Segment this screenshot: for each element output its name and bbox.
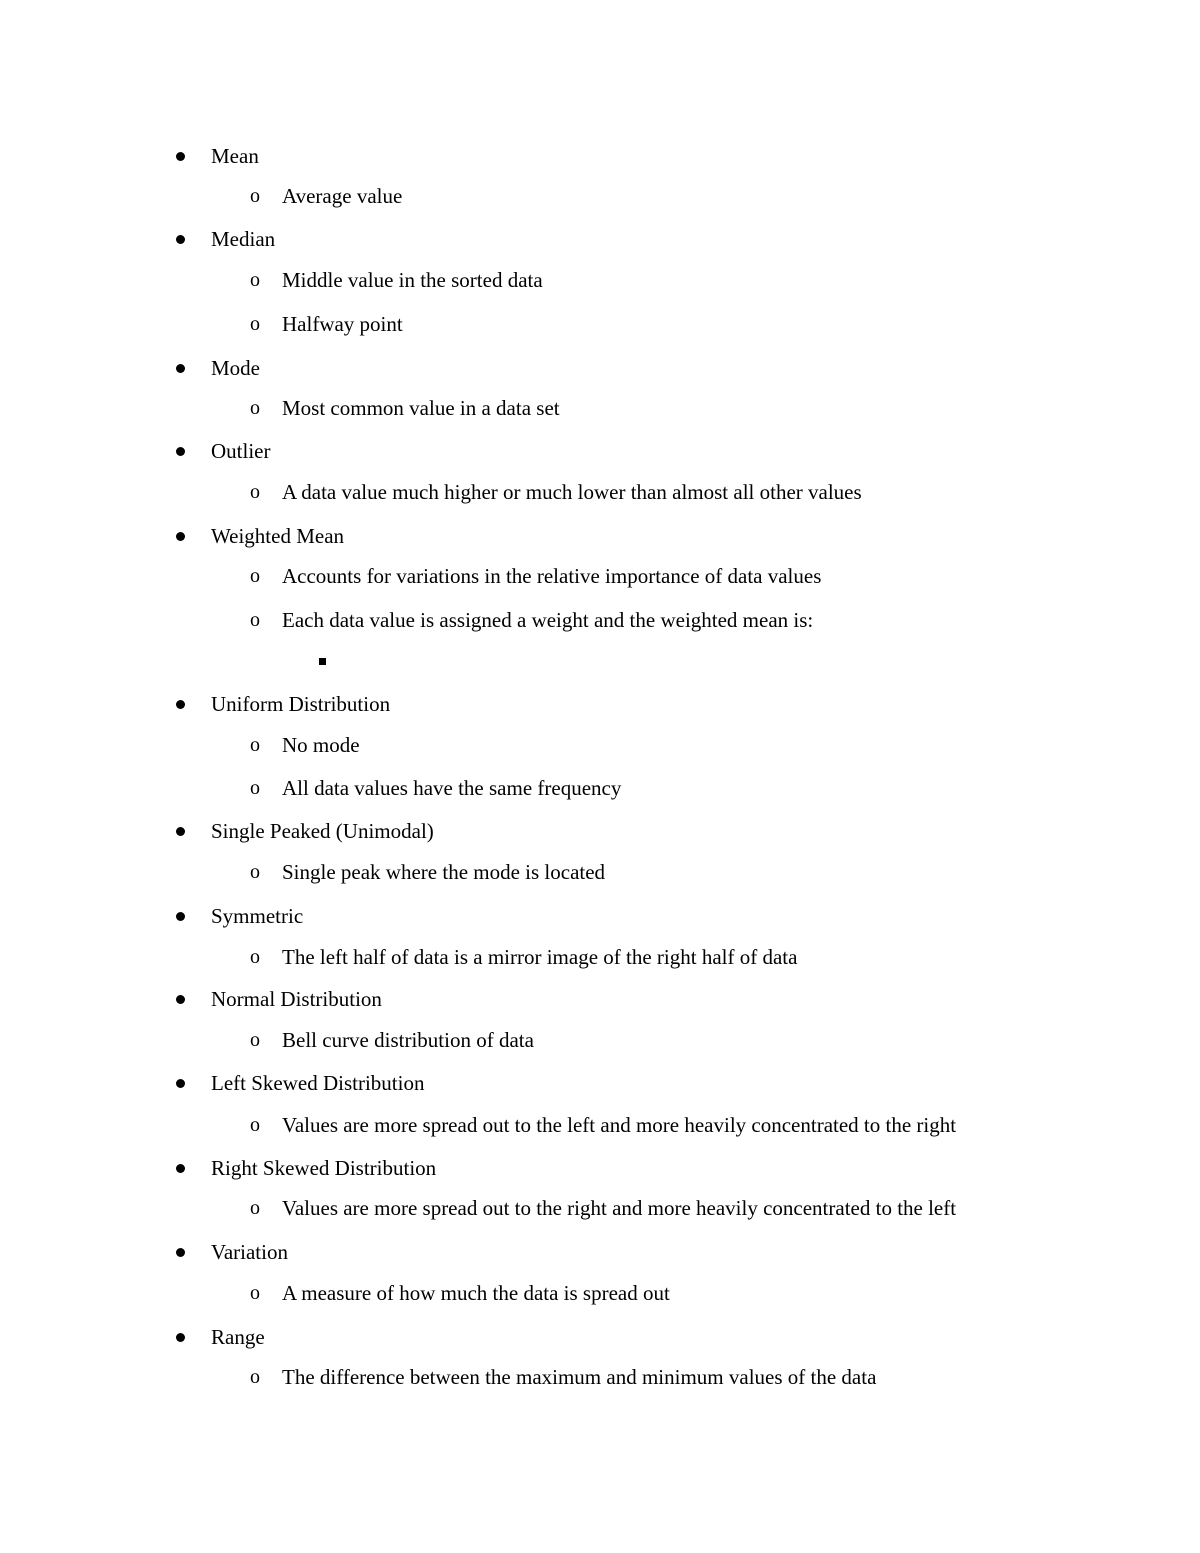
bullet-disc-icon [174,689,188,719]
bullet-circle-icon: o [250,861,260,883]
bullet-circle-icon: o [250,397,260,419]
sub-list-item [0,393,1200,423]
sub-list-item [0,1193,1200,1223]
bullet-disc-icon [174,141,188,171]
definition-text: Each data value is assigned a weight and the weighted mean is: [282,608,814,632]
term-label: Mean [211,144,259,168]
bullet-disc-icon [174,436,188,466]
definition-text: Bell curve distribution of data [282,1028,534,1052]
bullet-disc-icon [174,1153,188,1183]
definition-text: All data values have the same frequency [282,776,622,800]
sub-list-item [0,605,1200,635]
bullet-disc-icon [174,353,188,383]
bullet-circle-icon: o [250,734,260,756]
sub-list-item [0,1362,1200,1392]
bullet-circle-icon: o [250,565,260,587]
list-item [0,1322,1200,1352]
bullet-circle-icon: o [250,946,260,968]
definition-text: Average value [282,184,403,208]
term-label: Left Skewed Distribution [211,1071,425,1095]
definition-text: Values are more spread out to the right and more heavily concentrated to the left [282,1196,957,1220]
list-item [0,224,1200,254]
term-label: Outlier [211,439,271,463]
sub-list-item [0,1025,1200,1055]
bullet-disc-icon [174,224,188,254]
sub-list-item [0,1110,1200,1140]
bullet-circle-icon: o [250,481,260,503]
sub-list-item [0,942,1200,972]
bullet-circle-icon: o [250,609,260,631]
list-item [0,436,1200,466]
term-label: Single Peaked (Unimodal) [211,819,434,843]
list-item [0,984,1200,1014]
sub-list-item [0,265,1200,295]
sub-list-item [0,561,1200,591]
definition-text: A data value much higher or much lower than almost all other values [282,480,862,504]
list-item [0,901,1200,931]
sub-list-item [0,773,1200,803]
sub-list-item [0,181,1200,211]
list-item [0,141,1200,171]
sub-list-item [0,730,1200,760]
term-label: Right Skewed Distribution [211,1156,437,1180]
definition-text: Middle value in the sorted data [282,268,543,292]
list-item [0,1237,1200,1267]
bullet-circle-icon: o [250,1282,260,1304]
bullet-circle-icon: o [250,1114,260,1136]
list-item [0,1153,1200,1183]
bullet-disc-icon [174,816,188,846]
bullet-disc-icon [174,521,188,551]
sub-list-item [0,477,1200,507]
term-label: Weighted Mean [211,524,345,548]
sub-list-item [0,309,1200,339]
bullet-circle-icon: o [250,1197,260,1219]
definition-text: Most common value in a data set [282,396,560,420]
definition-text: Halfway point [282,312,403,336]
bullet-circle-icon: o [250,313,260,335]
list-item [0,521,1200,551]
bullet-disc-icon [174,1237,188,1267]
bullet-circle-icon: o [250,1029,260,1051]
term-label: Variation [211,1240,288,1264]
list-item [0,353,1200,383]
bullet-disc-icon [174,984,188,1014]
term-label: Range [211,1325,265,1349]
definition-text: Values are more spread out to the left and more heavily concentrated to the right [282,1113,957,1137]
term-label: Symmetric [211,904,304,928]
definition-text: Accounts for variations in the relative importance of data values [282,564,822,588]
bullet-square-icon [318,646,328,676]
sub-list-item [0,1278,1200,1308]
term-label: Normal Distribution [211,987,382,1011]
term-label: Mode [211,356,260,380]
sub-sub-list-item [0,646,1200,676]
definition-text: No mode [282,733,360,757]
bullet-circle-icon: o [250,269,260,291]
sub-list-item [0,857,1200,887]
list-item [0,689,1200,719]
bullet-disc-icon [174,901,188,931]
term-label: Uniform Distribution [211,692,391,716]
list-item [0,1068,1200,1098]
bullet-circle-icon: o [250,1366,260,1388]
definition-text: The left half of data is a mirror image of the right half of data [282,945,798,969]
term-label: Median [211,227,276,251]
bullet-circle-icon: o [250,185,260,207]
bullet-disc-icon [174,1068,188,1098]
definition-text: A measure of how much the data is spread out [282,1281,670,1305]
bullet-disc-icon [174,1322,188,1352]
definition-text: The difference between the maximum and minimum values of the data [282,1365,877,1389]
definition-text: Single peak where the mode is located [282,860,606,884]
list-item [0,816,1200,846]
bullet-circle-icon: o [250,777,260,799]
